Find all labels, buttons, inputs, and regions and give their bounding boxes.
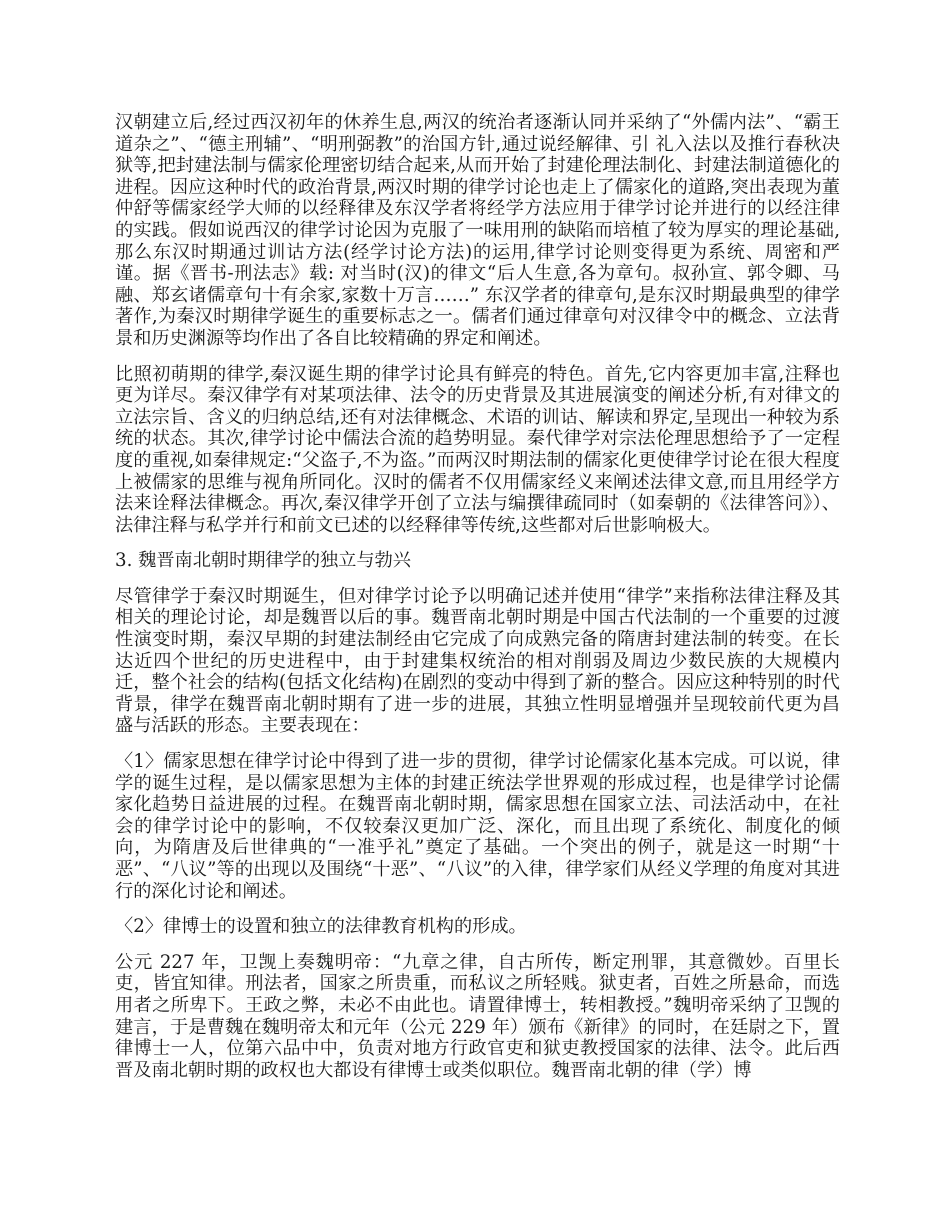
paragraph-wei-jin-intro: 尽管律学于秦汉时期诞生，但对律学讨论予以明确记述并使用“律学”来指称法律注释及其相关的理论讨论，却是魏晋以后的事。魏晋南北朝时期是中国古代法制的一个重要的过渡性演变时期，秦汉早期的封建法制经由它完成了向成熟完备的隋唐封建法制的转变。在长达近四个世纪的历史进程中，由于封建集权统治的相对削弱及周边少数民族的大规模内迁，整个社会的结构(包括文化结构)在剧烈的变动中得到了新的整合。因应这种特别的时代背景，律学在魏晋南北朝时期有了进一步的进展，其独立性明显增强并呈现较前代更为昌盛与活跃的形态。主要表现在： [115,585,840,737]
paragraph-qin-han-characteristics: 比照初萌期的律学,秦汉诞生期的律学讨论具有鲜亮的特色。首先,它内容更加丰富,注释也更为详尽。秦汉律学有对某项法律、法令的历史背景及其进展演变的阐述分析,有对律文的立法宗旨、含义的归纳总结,还有对法律概念、术语的训诂、解读和界定,呈现出一种较为系统的状态。其次,律学讨论中儒法合流的趋势明显。秦代律学对宗法伦理思想给予了一定程度的重视,如秦律规定:“父盗子,不为盗。”而两汉时期法制的儒家化更使律学讨论在很大程度上被儒家的思维与视角所同化。汉时的儒者不仅用儒家经义来阐述法律文意,而且用经学方法来诠释法律概念。再次,秦汉律学开创了立法与编撰律疏同时（如秦朝的《法律答问》）、法律注释与私学并行和前文已述的以经释律等传统,这些都对后世影响极大。 [115,363,840,536]
paragraph-law-doctor: 公元 227 年，卫觊上奏魏明帝：“九章之律，自古所传，断定刑罪，其意微妙。百里长吏，皆宜知律。刑法者，国家之所贵重，而私议之所轻贱。狱吏者，百姓之所悬命，而选用者之所卑下。王政之弊，未必不由此也。请置律博士，转相教授。”魏明帝采纳了卫觊的建言，于是曹魏在魏明帝太和元年（公元 229 年）颁布《新律》的同时，在廷尉之下，置律博士一人，位第六品中中，负责对地方行政官吏和狱吏教授国家的法律、法令。此后西晋及南北朝时期的政权也大都设有律博士或类似职位。魏晋南北朝的律（学）博 [115,951,840,1081]
document-page [115,112,840,1095]
section-heading: 3. 魏晋南北朝时期律学的独立与勃兴 [115,550,411,572]
paragraph-point-1: 〈1〉儒家思想在律学讨论中得到了进一步的贯彻，律学讨论儒家化基本完成。可以说，律学的诞生过程，是以儒家思想为主体的封建正统法学世界观的形成过程，也是律学讨论儒家化趋势日益进展的过程。在魏晋南北朝时期，儒家思想在国家立法、司法活动中，在社会的律学讨论中的影响，不仅较秦汉更加广泛、深化，而且出现了系统化、制度化的倾向，为隋唐及后世律典的“一准乎礼”奠定了基础。一个突出的例子，就是这一时期“十恶”、“八议”等的出现以及围绕“十恶”、“八议”的入律，律学家们从经义学理的角度对其进行的深化讨论和阐述。 [115,751,840,902]
paragraph-point-2: 〈2〉律博士的设置和独立的法律教育机构的形成。 [115,916,527,938]
paragraph-han-legal-confucianization: 汉朝建立后,经过西汉初年的休养生息,两汉的统治者逐渐认同并采纳了“外儒内法”、“霸王道杂之”、“德主刑辅”、“明刑弼教”的治国方针,通过说经解律、引 礼入法以及推行春秋决狱等,把封建法制与儒家伦理密切结合起来,从而开始了封建伦理法制化、封建法制道德化的进程。因应这种时代的政治背景,两汉时期的律学讨论也走上了儒家化的道路,突出表现为董仲舒等儒家经学大师的以经释律及东汉学者将经学方法应用于律学讨论并进行的以经注律的实践。假如说西汉的律学讨论因为克服了一味用刑的缺陷而培植了较为厚实的理论基础,那么东汉时期通过训诂方法(经学讨论方法)的运用,律学讨论则变得更为系统、周密和严谨。据《晋书-刑法志》载: 对当时(汉)的律文“后人生意,各为章句。叔孙宣、郭令卿、马融、郑玄诸儒章句十有余家,家数十万言……” 东汉学者的律章句,是东汉时期最典型的律学著作,为秦汉时期律学诞生的重要标志之一。儒者们通过律章句对汉律令中的概念、立法背景和历史渊源等均作出了各自比较精确的界定和阐述。 [115,112,840,349]
